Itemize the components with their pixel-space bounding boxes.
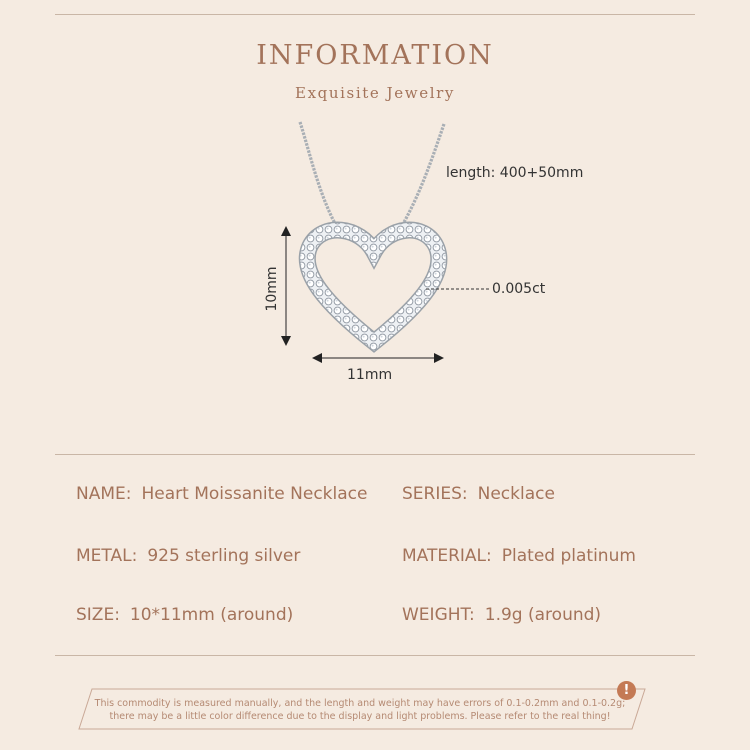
spec-weight-key: WEIGHT: <box>402 605 475 625</box>
exclamation-icon: ! <box>617 681 636 700</box>
width-label: 11mm <box>347 367 393 383</box>
spec-size <box>76 605 293 625</box>
spec-name-key: NAME: <box>76 484 132 504</box>
spec-metal-value: 925 sterling silver <box>147 546 301 566</box>
spec-material <box>402 546 636 566</box>
page-subtitle: Exquisite Jewelry <box>295 84 455 102</box>
spec-series-value: Necklace <box>477 484 555 504</box>
spec-series-key: SERIES: <box>402 484 468 504</box>
height-label: 10mm <box>264 266 280 312</box>
spec-weight <box>402 605 601 625</box>
spec-material-value: Plated platinum <box>501 546 636 566</box>
spec-metal-key: METAL: <box>76 546 138 566</box>
notice-line-1: This commodity is measured manually, and the length and weight may have errors of 0.1-0.2mm and 0.1-0.2g; <box>94 698 626 709</box>
spec-weight-value: 1.9g (around) <box>484 605 602 625</box>
middle-divider <box>55 454 695 455</box>
bottom-divider <box>55 655 695 656</box>
spec-material-key: MATERIAL: <box>402 546 492 566</box>
chain-right <box>396 124 444 236</box>
spec-size-key: SIZE: <box>76 605 120 625</box>
stone-weight-label: 0.005ct <box>492 281 546 297</box>
chain-left <box>300 122 342 236</box>
spec-size-value: 10*11mm (around) <box>129 605 294 625</box>
spec-series <box>402 484 555 504</box>
notice-line-2: there may be a little color difference due to the display and light problems. Please refer to the real thing! <box>109 711 611 722</box>
notice-text <box>80 697 640 723</box>
length-label: length: 400+50mm <box>446 165 584 181</box>
spec-name-value: Heart Moissanite Necklace <box>141 484 368 504</box>
page-title: INFORMATION <box>256 40 494 71</box>
spec-metal <box>76 546 300 566</box>
spec-name <box>76 484 367 504</box>
